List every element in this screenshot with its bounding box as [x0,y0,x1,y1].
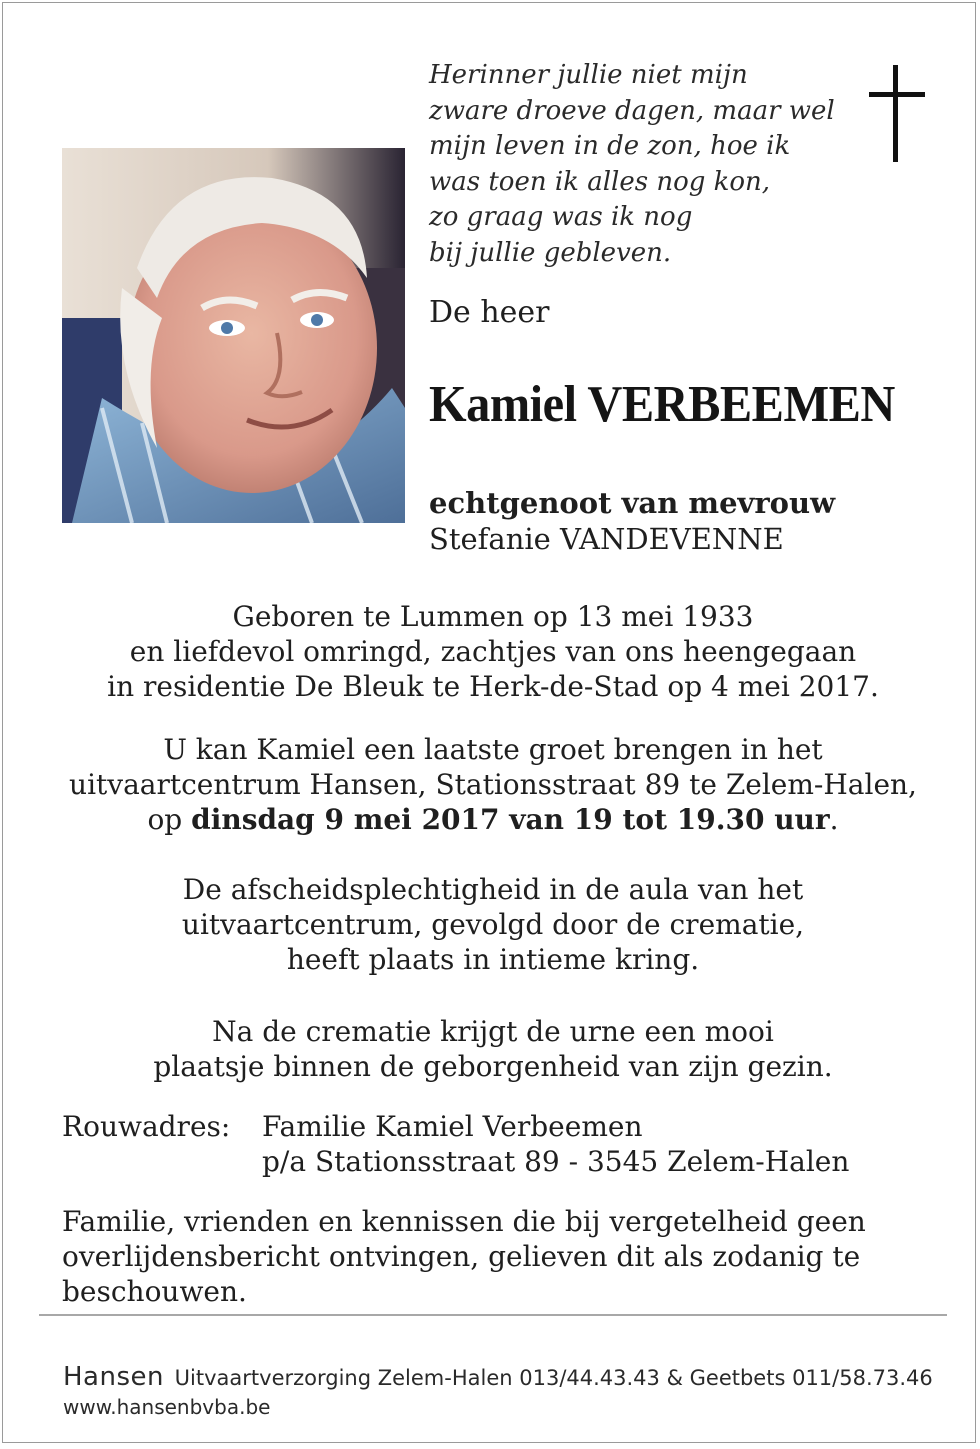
text-line: en liefdevol omringd, zachtjes van ons heengegaan [129,635,857,668]
funeral-home-brand: Hansen [63,1362,164,1392]
poem-line: Herinner jullie niet mijn [429,60,748,90]
address-label: Rouwadres: [62,1110,231,1143]
spouse-info [429,485,835,557]
website-link[interactable]: www.hansenbvba.be [63,1395,271,1419]
poem-line: mijn leven in de zon, hoe ik [429,131,791,161]
text-line: in residentie De Bleuk te Herk-de-Stad op 4 mei 2017. [107,670,879,703]
text-line: uitvaartcentrum Hansen, Stationsstraat 89 te Zelem-Halen, [69,768,917,801]
notice-paragraph: Familie, vrienden en kennissen die bij vergetelheid geen overlijdensbericht ontvingen, gelieven dit als zodanig te beschouwen. [62,1205,866,1308]
divider [39,1314,947,1316]
cross-icon [869,65,925,162]
urn-paragraph [43,1014,943,1084]
visitation-datetime: dinsdag 9 mei 2017 van 19 tot 19.30 uur [191,803,830,836]
text-line: uitvaartcentrum, gevolgd door de crematie, [181,908,805,941]
deceased-name: Kamiel VERBEEMEN [429,376,895,433]
text-line: U kan Kamiel een laatste groet brengen in het [163,733,823,766]
text-line: Na de crematie krijgt de urne een mooi [212,1015,774,1048]
text-line [43,802,943,837]
text-line-suffix: . [829,803,839,836]
ceremony-paragraph [43,872,943,977]
address-line: p/a Stationsstraat 89 - 3545 Zelem-Halen [262,1145,850,1178]
text-line: heeft plaats in intieme kring. [286,943,700,976]
text-line: De afscheidsplechtigheid in de aula van het [182,873,804,906]
address-line: Familie Kamiel Verbeemen [262,1110,643,1143]
funeral-home-info [63,1362,933,1392]
poem-line: zware droeve dagen, maar wel [429,95,835,126]
text-line: Geboren te Lummen op 13 mei 1933 [232,600,754,633]
poem-line: zo graag was ik nog [429,202,693,232]
spouse-line: echtgenoot van mevrouw [429,486,836,520]
spouse-name: Stefanie VANDEVENNE [429,522,784,556]
text-line-prefix: op [147,803,192,836]
funeral-home-details: Uitvaartverzorging Zelem-Halen 013/44.43.43 & Geetbets 011/58.73.46 [174,1366,933,1390]
honorific: De heer [429,295,550,330]
portrait-photo [62,148,405,523]
poem [429,58,849,271]
obituary-card [2,2,976,1443]
text-line: plaatsje binnen de geborgenheid van zijn gezin. [153,1050,833,1083]
poem-line: bij jullie gebleven. [429,237,672,268]
birth-death-paragraph [43,599,943,704]
poem-line: was toen ik alles nog kon, [429,166,771,197]
visitation-paragraph [43,732,943,837]
